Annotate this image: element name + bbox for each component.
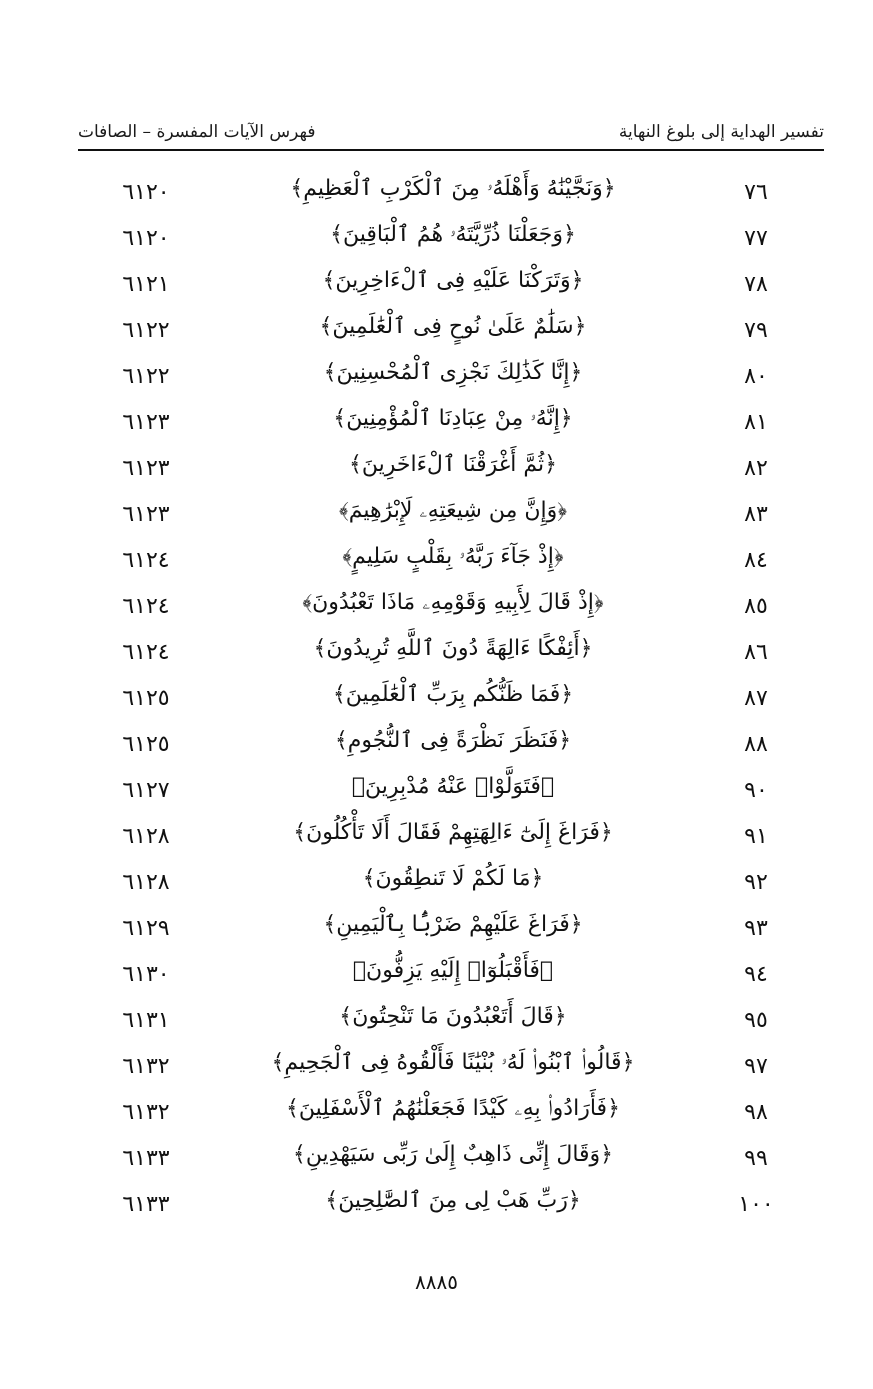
verse-text: ﴿فَتَوَلَّوْا۟ عَنْهُ مُدْبِرِينَ﴾ [351, 774, 555, 799]
page-reference: ٦١٢٨ [122, 824, 170, 849]
page-reference: ٦١٣٢ [122, 1054, 170, 1079]
running-header [78, 108, 824, 142]
verse-text: ﴿ثُمَّ أَغْرَقْنَا ٱلْءَاخَرِينَ﴾ [348, 452, 558, 477]
verse-number: ٧٧ [744, 226, 768, 251]
verse-number: ٨٠ [744, 364, 768, 389]
index-row [78, 816, 824, 862]
verse-number: ٨٧ [744, 686, 768, 711]
index-row [78, 264, 824, 310]
verse-text: ﴿وَنَجَّيْنَٰهُ وَأَهْلَهُۥ مِنَ ٱلْكَرْبِ ٱلْعَظِيمِ﴾ [290, 176, 616, 201]
index-row [78, 1184, 824, 1230]
verse-number: ١٠٠ [738, 1192, 774, 1217]
verse-text: ﴿قَالُوا۟ ٱبْنُوا۟ لَهُۥ بُنْيَٰنًا فَأَلْقُوهُ فِى ٱلْجَحِيمِ﴾ [271, 1050, 635, 1075]
index-row [78, 724, 824, 770]
page-reference: ٦١٣٠ [122, 962, 170, 987]
index-row [78, 218, 824, 264]
index-row [78, 540, 824, 586]
page-reference: ٦١٢٩ [122, 916, 170, 941]
verse-text: ﴿إِنَّا كَذَٰلِكَ نَجْزِى ٱلْمُحْسِنِينَ﴾ [323, 360, 583, 385]
page-reference: ٦١٣٢ [122, 1100, 170, 1125]
verse-number: ٨٥ [744, 594, 768, 619]
page-reference: ٦١٢٣ [122, 456, 170, 481]
page-reference: ٦١٣١ [122, 1008, 170, 1033]
verse-number: ٩٠ [744, 778, 768, 803]
verse-number: ٩٩ [744, 1146, 768, 1171]
page-reference: ٦١٣٣ [122, 1146, 170, 1171]
verse-text: ﴿وَتَرَكْنَا عَلَيْهِ فِى ٱلْءَاخِرِينَ﴾ [322, 268, 584, 293]
verse-number: ٩٨ [744, 1100, 768, 1125]
page-reference: ٦١٢١ [122, 272, 170, 297]
page-reference: ٦١٢٨ [122, 870, 170, 895]
page-reference: ٦١٢٥ [122, 686, 170, 711]
index-row [78, 494, 824, 540]
verse-number: ٨١ [744, 410, 768, 435]
verse-number: ٨٣ [744, 502, 768, 527]
page-number: ٨٨٨٥ [415, 1270, 458, 1294]
index-row [78, 586, 824, 632]
verse-number: ٨٢ [744, 456, 768, 481]
index-row [78, 402, 824, 448]
index-row [78, 310, 824, 356]
verse-text: ﴿إِنَّهُۥ مِنْ عِبَادِنَا ٱلْمُؤْمِنِينَ﴾ [333, 406, 573, 431]
verse-text: ﴿إِذْ جَآءَ رَبَّهُۥ بِقَلْبٍ سَلِيمٍ﴾ [342, 544, 564, 569]
header-section-title: فهرس الآيات المفسرة – الصافات [78, 122, 316, 142]
verse-number: ٨٤ [744, 548, 768, 573]
index-row [78, 356, 824, 402]
page-reference: ٦١٢٢ [122, 364, 170, 389]
page-reference: ٦١٢٠ [122, 180, 170, 205]
header-book-title: تفسير الهداية إلى بلوغ النهاية [618, 122, 824, 142]
page-reference: ٦١٢٤ [122, 594, 170, 619]
index-row [78, 632, 824, 678]
page-reference: ٦١٢٢ [122, 318, 170, 343]
page-reference: ٦١٢٠ [122, 226, 170, 251]
index-row [78, 1046, 824, 1092]
verse-number: ٨٨ [744, 732, 768, 757]
verse-text: ﴿وَقَالَ إِنِّى ذَاهِبٌ إِلَىٰ رَبِّى سَيَهْدِينِ﴾ [292, 1142, 614, 1167]
page-reference: ٦١٢٤ [122, 640, 170, 665]
index-row [78, 770, 824, 816]
verse-text: ﴿وَجَعَلْنَا ذُرِّيَّتَهُۥ هُمُ ٱلْبَاقِينَ﴾ [330, 222, 576, 247]
index-row [78, 678, 824, 724]
verse-number: ٧٦ [744, 180, 768, 205]
index-row [78, 1092, 824, 1138]
verse-number: ٩٥ [744, 1008, 768, 1033]
verse-number: ٧٨ [744, 272, 768, 297]
verse-text: ﴿إِذْ قَالَ لِأَبِيهِ وَقَوْمِهِۦ مَاذَا تَعْبُدُونَ﴾ [302, 590, 604, 615]
index-row [78, 954, 824, 1000]
verse-number: ٩٧ [744, 1054, 768, 1079]
index-row [78, 1000, 824, 1046]
page-reference: ٦١٢٤ [122, 548, 170, 573]
verse-text: ﴿أَئِفْكًا ءَالِهَةً دُونَ ٱللَّهِ تُرِيدُونَ﴾ [313, 636, 593, 661]
verse-number: ٩٢ [744, 870, 768, 895]
verse-text: ﴿فَمَا ظَنُّكُم بِرَبِّ ٱلْعَٰلَمِينَ﴾ [332, 682, 574, 707]
page-reference: ٦١٢٧ [122, 778, 170, 803]
page-reference: ٦١٢٣ [122, 502, 170, 527]
verse-text: ﴿وَإِنَّ مِن شِيعَتِهِۦ لَإِبْرَٰهِيمَ﴾ [338, 498, 568, 523]
index-row [78, 862, 824, 908]
index-row [78, 1138, 824, 1184]
page-reference: ٦١٢٥ [122, 732, 170, 757]
verse-text: ﴿رَبِّ هَبْ لِى مِنَ ٱلصَّٰلِحِينَ﴾ [325, 1188, 581, 1213]
verse-text: ﴿فَرَاغَ عَلَيْهِمْ ضَرْبًۢا بِٱلْيَمِينِ﴾ [323, 912, 583, 937]
verse-number: ٩١ [744, 824, 768, 849]
index-row [78, 172, 824, 218]
verse-number: ٨٦ [744, 640, 768, 665]
header-divider [78, 149, 824, 151]
verse-number: ٩٤ [744, 962, 768, 987]
verse-text: ﴿فَأَقْبَلُوٓا۟ إِلَيْهِ يَزِفُّونَ﴾ [352, 958, 554, 983]
verse-text: ﴿مَا لَكُمْ لَا تَنطِقُونَ﴾ [362, 866, 544, 891]
verse-text: ﴿فَأَرَادُوا۟ بِهِۦ كَيْدًا فَجَعَلْنَٰهُمُ ٱلْأَسْفَلِينَ﴾ [286, 1096, 620, 1121]
verse-text: ﴿فَرَاغَ إِلَىٰٓ ءَالِهَتِهِمْ فَقَالَ أَلَا تَأْكُلُونَ﴾ [293, 820, 613, 845]
verse-number: ٩٣ [744, 916, 768, 941]
verse-text: ﴿فَنَظَرَ نَظْرَةً فِى ٱلنُّجُومِ﴾ [334, 728, 572, 753]
verse-text: ﴿قَالَ أَتَعْبُدُونَ مَا تَنْحِتُونَ﴾ [339, 1004, 567, 1029]
index-row [78, 908, 824, 954]
verse-text: ﴿سَلَٰمٌ عَلَىٰ نُوحٍ فِى ٱلْعَٰلَمِينَ﴾ [319, 314, 587, 339]
page-reference: ٦١٢٣ [122, 410, 170, 435]
index-row [78, 448, 824, 494]
verse-number: ٧٩ [744, 318, 768, 343]
page-reference: ٦١٣٣ [122, 1192, 170, 1217]
